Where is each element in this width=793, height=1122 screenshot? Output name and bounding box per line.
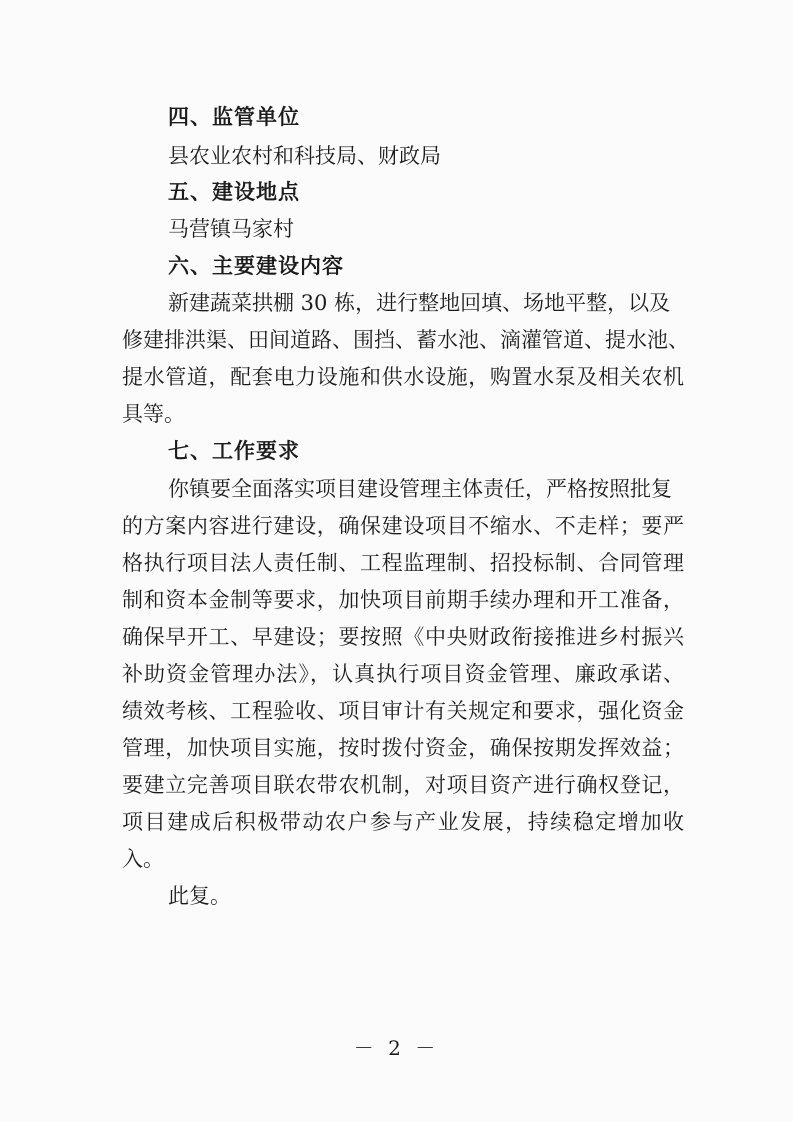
paragraph-line: 补助资金管理办法》，认真执行项目资金管理、廉政承诺、 [122, 662, 684, 686]
paragraph-line: 项目建成后积极带动农户参与产业发展，持续稳定增加收 [122, 810, 684, 834]
location-text: 马营镇马家村 [168, 217, 294, 241]
paragraph-line: 提水管道，配套电力设施和供水设施，购置水泵及相关农机 [122, 365, 684, 389]
paragraph-line: 你镇要全面落实项目建设管理主体责任，严格按照批复 [168, 477, 672, 501]
section-heading-work-requirements: 七、工作要求 [168, 439, 300, 463]
paragraph-line: 管理，加快项目实施，按时拨付资金，确保按期发挥效益； [122, 736, 684, 760]
section-heading-construction-content: 六、主要建设内容 [168, 254, 344, 278]
supervising-unit-text: 县农业农村和科技局、财政局 [168, 144, 441, 168]
paragraph-line: 要建立完善项目联农带农机制，对项目资产进行确权登记， [122, 773, 684, 797]
paragraph-line: 确保早开工、早建设；要按照《中央财政衔接推进乡村振兴 [122, 625, 684, 649]
page-number: － 2 － [353, 1036, 440, 1060]
paragraph-line: 新建蔬菜拱棚 30 栋，进行整地回填、场地平整，以及 [168, 291, 671, 315]
paragraph-line: 格执行项目法人责任制、工程监理制、招投标制、合同管理 [122, 551, 684, 575]
section-heading-location: 五、建设地点 [168, 180, 300, 204]
paragraph-line: 制和资本金制等要求，加快项目前期手续办理和开工准备， [122, 588, 684, 612]
closing-text: 此复。 [168, 884, 231, 908]
paragraph-line: 修建排洪渠、田间道路、围挡、蓄水池、滴灌管道、提水池、 [122, 328, 689, 352]
paragraph-line: 绩效考核、工程验收、项目审计有关规定和要求，强化资金 [122, 699, 684, 723]
paragraph-line: 的方案内容进行建设，确保建设项目不缩水、不走样；要严 [122, 514, 684, 538]
section-heading-supervising-unit: 四、监管单位 [168, 105, 300, 129]
paragraph-line: 具等。 [122, 402, 185, 426]
paragraph-line: 入。 [122, 847, 164, 871]
